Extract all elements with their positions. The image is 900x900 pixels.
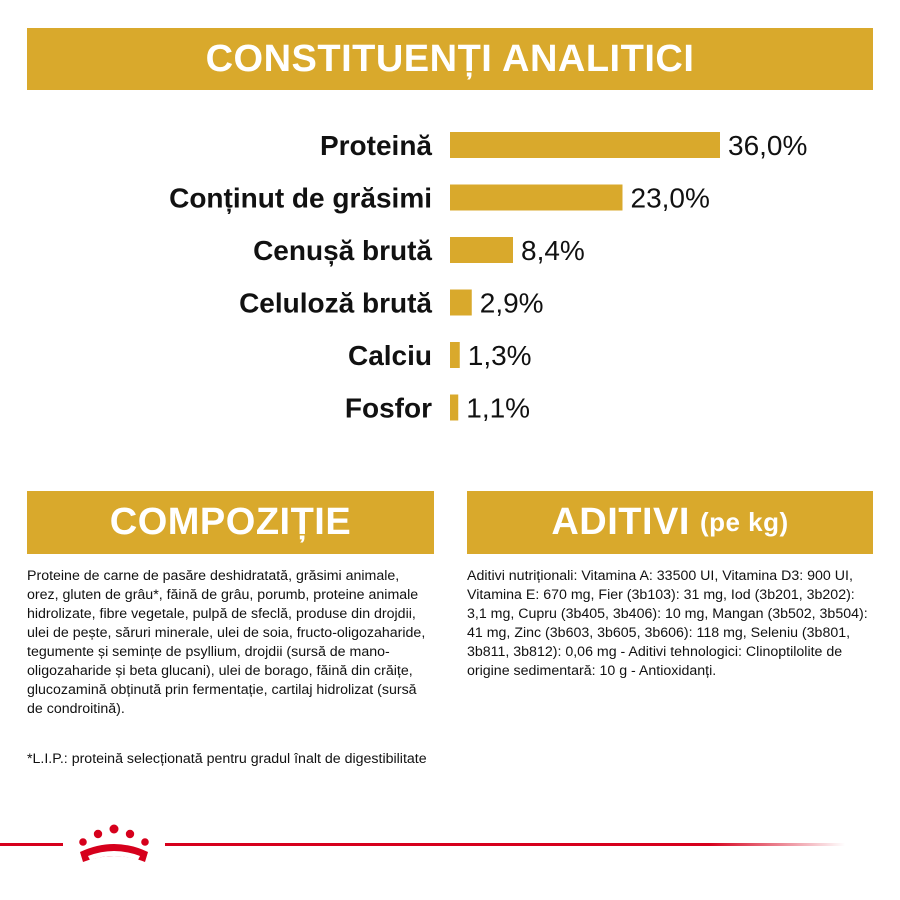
footer-line-left bbox=[0, 843, 63, 846]
page-title: CONSTITUENȚI ANALITICI bbox=[205, 37, 695, 80]
composition-footnote: *L.I.P.: proteină selecționată pentru gradul înalt de digestibilitate bbox=[27, 751, 427, 767]
value-label-proteina: 36,0% bbox=[728, 130, 808, 161]
category-label-fosfor: Fosfor bbox=[344, 392, 432, 424]
category-label-proteina: Proteină bbox=[319, 130, 432, 161]
bar-celuloza-bruta bbox=[450, 290, 472, 316]
header-banner bbox=[27, 28, 873, 90]
value-label-cenusa-bruta: 8,4% bbox=[521, 235, 585, 266]
additives-title-sub: (pe kg) bbox=[699, 507, 789, 537]
additives-banner bbox=[467, 491, 873, 554]
bar-proteina bbox=[450, 132, 720, 158]
value-label-continut-de-grasimi: 23,0% bbox=[630, 182, 710, 214]
bar-cenusa-bruta bbox=[450, 237, 513, 263]
footer-line-right bbox=[165, 843, 845, 846]
bar-continut-de-grasimi bbox=[450, 185, 623, 211]
composition-banner bbox=[27, 491, 434, 554]
composition-title: COMPOZIȚIE bbox=[109, 501, 352, 543]
category-label-cenusa-bruta: Cenușă brută bbox=[253, 235, 432, 266]
additives-text: Aditivi nutriționali: Vitamina A: 33500 UI, Vitamina D3: 900 UI, Vitamina E: 670 mg, Fier (3b103): 31 mg, Iod (3b201, 3b202): 3,1 mg, Cupru (3b405, 3b406): 10 mg, Mangan (3b502, 3b504): 41 mg, Zinc (3b603, 3b605, 3b606): 118 mg, Seleniu (3b801, 3b811, 3b812): 0,06 mg - Aditivi tehnologici: Clinoptilolite de origine sedimentară: 10 g - Antioxidanți. bbox=[467, 568, 868, 679]
crown-logo-icon bbox=[66, 822, 162, 866]
value-label-calciu: 1,3% bbox=[467, 340, 532, 371]
composition-text: Proteine de carne de pasăre deshidratată, grăsimi animale, orez, gluten de grâu*, făină de grâu, porumb, proteine animale hidrolizate, fibre vegetale, pulpă de sfeclă, produse din drojdii, ulei de pește, săruri minerale, ulei de soia, fructo-oligozaharide, tegumente și semințe de psyllium, drojdii (sursă de mano-oligozaharide și beta glucani), ulei de borago, făină din crăițe, glucozamină obținută prin fermentație, cartilaj hidrolizat (sursă de condroitină). bbox=[27, 568, 426, 717]
category-label-calciu: Calciu bbox=[347, 340, 432, 371]
bar-calciu bbox=[450, 342, 460, 368]
bar-fosfor bbox=[450, 395, 458, 421]
value-label-fosfor: 1,1% bbox=[466, 392, 531, 424]
category-label-celuloza-bruta: Celuloză brută bbox=[239, 287, 432, 319]
analytic-bar-chart bbox=[0, 110, 900, 430]
category-label-continut-de-grasimi: Conținut de grăsimi bbox=[169, 182, 432, 214]
value-label-celuloza-bruta: 2,9% bbox=[479, 287, 544, 319]
additives-title: ADITIVI bbox=[551, 501, 690, 543]
